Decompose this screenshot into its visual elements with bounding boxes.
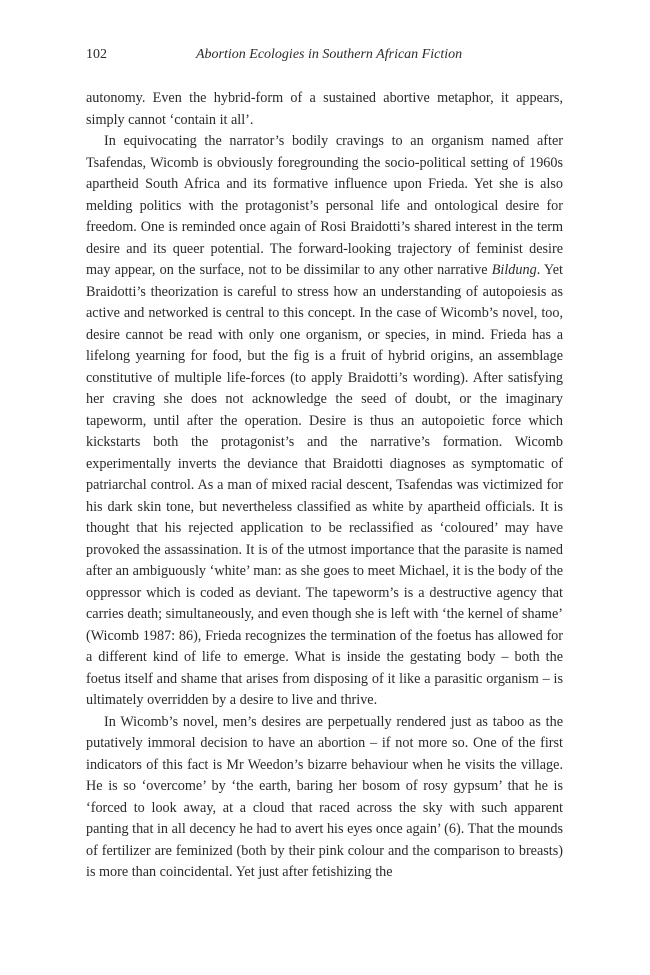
paragraph-2 [86,131,563,712]
paragraph-2-part-1: In equivocating the narrator’s bodily cravings to an organism named after Tsafendas, Wicomb is obviously foregrounding the socio-political setting of 1960s apartheid South Africa and its formative influence upon Frieda. Yet she is also melding politics with the protagonist’s personal life and ontological desire for freedom. One is reminded once again of Rosi Braidotti’s shared interest in the term desire and its queer potential. The forward-looking trajectory of feminist desire may appear, on the surface, not to be dissimilar to any other narrative [86,133,563,278]
page-number: 102 [86,47,107,62]
running-title: Abortion Ecologies in Southern African Fiction [196,47,463,62]
running-head [86,44,563,66]
paragraph-3: In Wicomb’s novel, men’s desires are perpetually rendered just as taboo as the putatively immoral decision to have an abortion – if not more so. One of the first indicators of this fact is Mr Weedon’s bizarre behaviour when he visits the village. He is so ‘overcome’ by ‘the earth, baring her bosom of rosy gypsum’ that he is ‘forced to look away, at a cloud that raced across the sky with such apparent panting that in all decency he had to avert his eyes once again’ (6). That the mounds of fertilizer are feminized (both by their pink colour and the comparison to breasts) is more than coincidental. Yet just after fetishizing the [86,713,563,880]
italic-term-bildung: Bildung [491,262,537,278]
paragraph-1: autonomy. Even the hybrid-form of a sustained abortive metaphor, it appears, simply cannot ‘contain it all’. [86,90,563,128]
paragraph-2-part-2: . Yet Braidotti’s theorization is careful to stress how an understanding of autopoiesis as active and networked is central to this concept. In the case of Wicomb’s novel, too, desire cannot be read with only one organism, or species, in mind. Frieda has a lifelong yearning for food, but the fig is a fruit of hybrid origins, an assemblage constitutive of multiple life-forces (to apply Braidotti’s wording). After satisfying her craving she does not acknowledge the seed of doubt, or the imaginary tapeworm, until after the operation. Desire is thus an autopoietic force which kickstarts both the protagonist’s and the narrative’s formation. Wicomb experimentally inverts the deviance that Braidotti diagnoses as symptomatic of patriarchal control. As a man of mixed racial descent, Tsafendas was victimized for his dark skin tone, but nevertheless classified as white by apartheid officials. It is thought that his rejected application to be reclassified as ‘coloured’ may have provoked the assassination. It is of the utmost importance that the parasite is named after an ambiguously ‘white’ man: as she goes to meet Michael, it is the body of the oppressor which is coded as deviant. The tapeworm’s is a destructive agency that carries death; simultaneously, and even though she is left with ‘the kernel of shame’ (Wicomb 1987: 86), Frieda recognizes the termination of the foetus has allowed for a different kind of life to emerge. What is inside the gestating body – both the foetus itself and shame that arises from disposing of it like a parasitic organism – is ultimately overridden by a desire to live and thrive. [86,262,563,708]
body-text [86,88,563,884]
